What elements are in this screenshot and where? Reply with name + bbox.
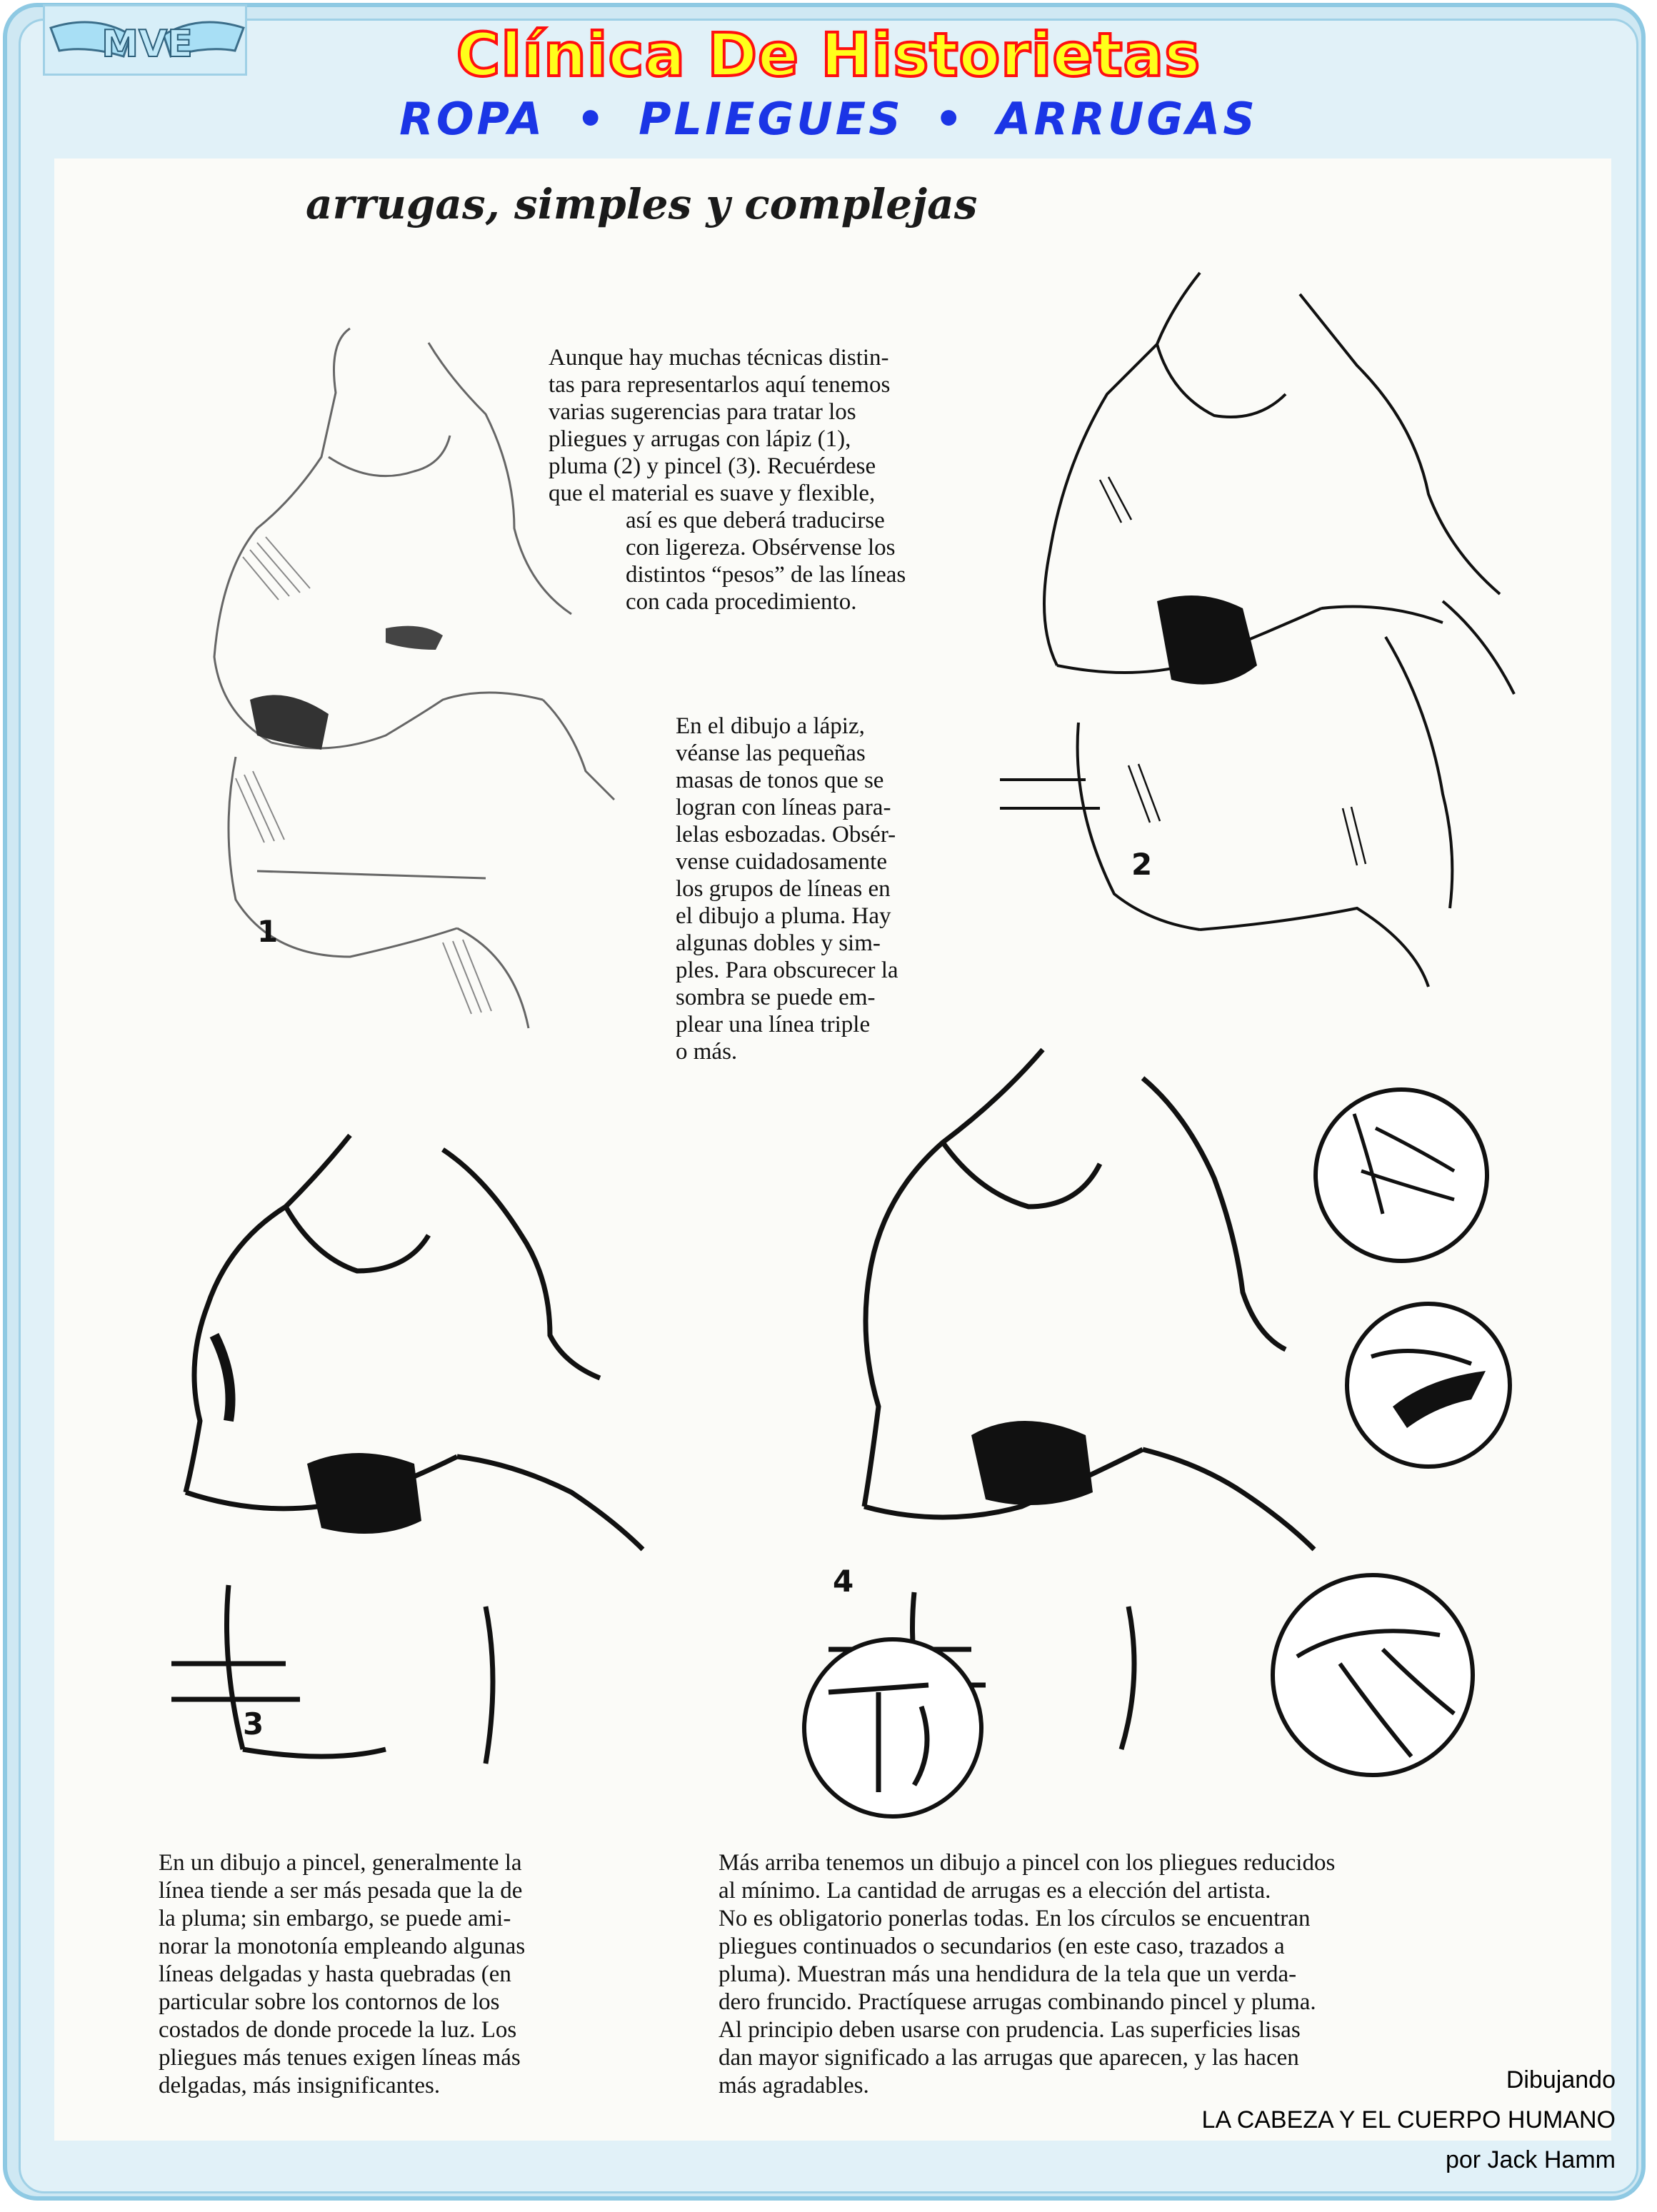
text-line: dan mayor significado a las arrugas que aparecen, y las hacen (719, 2045, 1299, 2071)
figure-number-4: 4 (833, 1564, 854, 1599)
figure-2-pen-illustration (986, 266, 1557, 1015)
text-line: el dibujo a pluma. Hay (676, 903, 891, 929)
text-line: sombra se puede em- (676, 985, 876, 1010)
section-heading: arrugas, simples y complejas (306, 180, 978, 228)
detail-circle-top (1311, 1085, 1491, 1265)
subtitle-pliegues: PLIEGUES (639, 93, 903, 145)
text-line: costados de donde procede la luz. Los (159, 2017, 517, 2043)
text-line: dero fruncido. Practíquese arrugas combinando pincel y pluma. (719, 1989, 1316, 2015)
text-line: Aunque hay muchas técnicas distin- (549, 345, 889, 371)
text-line: pliegues y arrugas con lápiz (1), (549, 426, 851, 452)
text-line: vense cuidadosamente (676, 849, 887, 875)
detail-circle-bottom-right (1268, 1571, 1477, 1779)
credit-author: por Jack Hamm (1445, 2146, 1616, 2173)
subtitle-bullet: • (576, 93, 608, 145)
text-line: particular sobre los contornos de los (159, 1989, 500, 2015)
text-line: En un dibujo a pincel, generalmente la (159, 1850, 522, 1876)
text-line: delgadas, más insignificantes. (159, 2073, 441, 2098)
text-line: Más arriba tenemos un dibujo a pincel con los pliegues reducidos (719, 1850, 1336, 1876)
text-line: tas para representarlos aquí tenemos (549, 372, 891, 398)
text-line: ples. Para obscurecer la (676, 957, 898, 983)
text-line: véanse las pequeñas (676, 740, 866, 766)
text-line: plear una línea triple (676, 1012, 871, 1037)
text-line: así es que deberá traducirse (626, 508, 885, 533)
text-line: pliegues más tenues exigen líneas más (159, 2045, 521, 2071)
figure-3-brush-illustration (143, 1121, 686, 1806)
text-line: líneas delgadas y hasta quebradas (en (159, 1961, 511, 1987)
figure-1-pencil-illustration (114, 314, 657, 1085)
text-line: línea tiende a ser más pesada que la de (159, 1878, 523, 1904)
text-line: distintos “pesos” de las líneas (626, 562, 906, 588)
text-line: algunas dobles y sim- (676, 930, 881, 956)
text-line: con ligereza. Obsérvense los (626, 535, 896, 560)
subtitle-ropa: ROPA (399, 93, 546, 145)
figure-number-1: 1 (257, 914, 279, 949)
svg-text:MVE: MVE (101, 23, 193, 66)
text-line: norar la monotonía empleando algunas (159, 1934, 526, 1959)
text-line: al mínimo. La cantidad de arrugas es a elección del artista. (719, 1878, 1271, 1904)
detail-circle-middle (1343, 1299, 1514, 1471)
subtitle-bullet: • (934, 93, 966, 145)
text-line: pluma (2) y pincel (3). Recuérdese (549, 453, 876, 479)
text-line: No es obligatorio ponerlas todas. En los círculos se encuentran (719, 1906, 1311, 1931)
text-line: masas de tonos que se (676, 768, 884, 793)
text-line: la pluma; sin embargo, se puede ami- (159, 1906, 511, 1931)
credit-line-1: Dibujando (1506, 2066, 1616, 2093)
text-line: pliegues continuados o secundarios (en este caso, trazados a (719, 1934, 1285, 1959)
text-line: que el material es suave y flexible, (549, 481, 876, 506)
page-title: Clínica De Historietas (456, 20, 1201, 90)
topic-subtitle (0, 93, 1657, 145)
text-line: varias sugerencias para tratar los (549, 399, 856, 425)
text-line: más agradables. (719, 2073, 869, 2098)
text-line: logran con líneas para- (676, 795, 891, 820)
text-line: En el dibujo a lápiz, (676, 713, 865, 739)
credit-book-title: LA CABEZA Y EL CUERPO HUMANO (1201, 2106, 1616, 2133)
text-line: los grupos de líneas en (676, 876, 891, 902)
text-line: lelas esbozadas. Obsér- (676, 822, 896, 848)
text-line: o más. (676, 1039, 738, 1065)
text-line: Al principio deben usarse con prudencia. Las superficies lisas (719, 2017, 1301, 2043)
text-line: pluma). Muestran más una hendidura de la tela que un verda- (719, 1961, 1297, 1987)
figure-number-3: 3 (243, 1706, 264, 1741)
detail-circle-bottom-left (800, 1635, 986, 1821)
subtitle-arrugas: ARRUGAS (996, 93, 1258, 145)
figure-number-2: 2 (1131, 847, 1153, 882)
text-line: con cada procedimiento. (626, 589, 857, 615)
